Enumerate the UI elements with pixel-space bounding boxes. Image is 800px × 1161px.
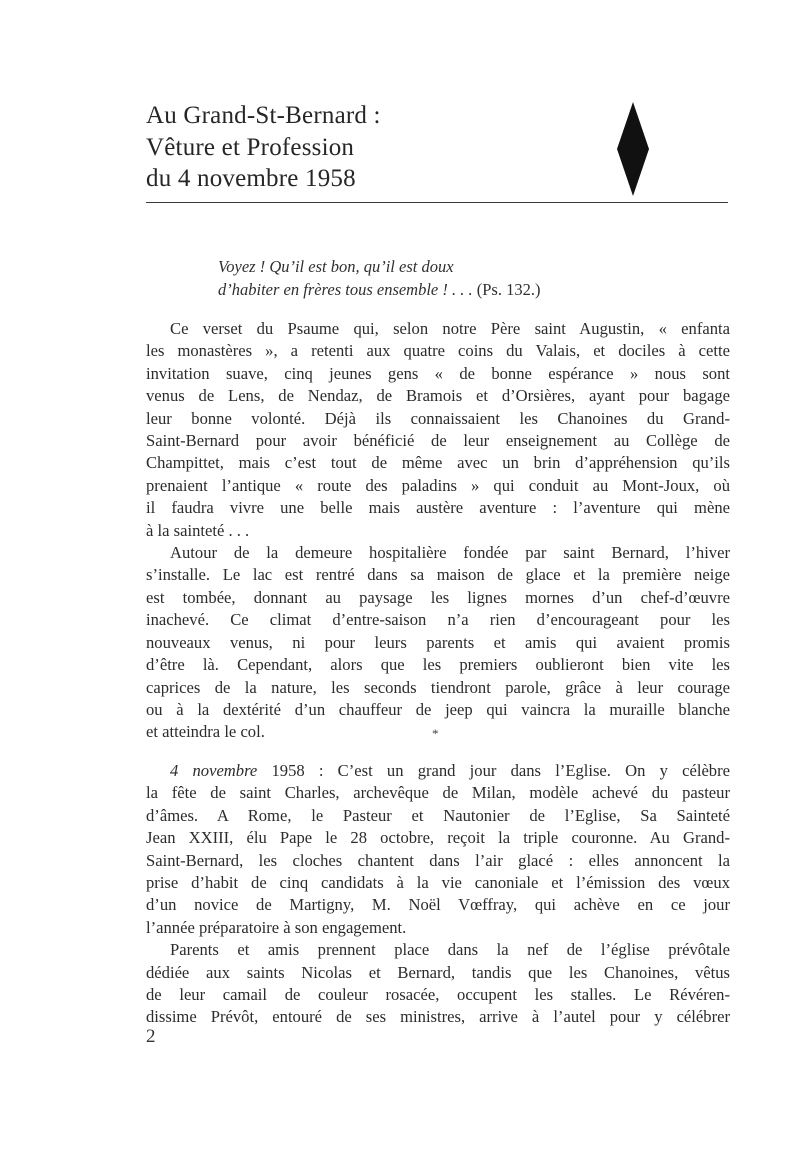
paragraph-4 [146, 939, 730, 1029]
text-line: nouveaux venus, ni pour leurs parents et amis qui avaient promis [146, 632, 730, 652]
text-line: leur bonne volonté. Déjà ils connaissaient les Chanoines du Grand- [146, 408, 730, 428]
text-line: ou à la dextérité d’un chauffeur de jeep qui vaincra la muraille blanche [146, 699, 730, 719]
text-line: Ce verset du Psaume qui, selon notre Père saint Augustin, « enfanta [170, 319, 730, 338]
text-line: d’âmes. A Rome, le Pasteur et Nautonier de l’Eglise, Sa Sainteté [146, 805, 730, 825]
paragraph-3 [146, 760, 730, 939]
text-line: venus de Lens, de Nendaz, de Bramois et d’Orsières, ayant pour bagage [146, 386, 730, 406]
epigraph-line-2 [218, 279, 698, 302]
text-line: la fête de saint Charles, archevêque de Milan, modèle achevé du pasteur [146, 783, 730, 803]
text-line: Saint-Bernard pour avoir bénéficié de leur enseignement au Collège de [146, 431, 730, 451]
text-line: Saint-Bernard, les cloches chantent dans l’air glacé : elles annoncent la [146, 850, 730, 870]
text-line: d’être là. Cependant, alors que les premiers oublieront bien vite les [146, 655, 730, 675]
section-separator: * [432, 726, 439, 741]
text-line: de leur camail de couleur rosacée, occupent les stalles. Le Révéren- [146, 985, 730, 1005]
text-line: Jean XXIII, élu Pape le 28 octobre, reçoit la triple couronne. Au Grand- [146, 828, 730, 848]
body-section-1 [146, 318, 730, 744]
text-line: est tombée, donnant au paysage les lignes mornes d’un chef-d’œuvre [146, 587, 730, 607]
paragraph-1 [146, 318, 730, 542]
text-line: les monastères », a retenti aux quatre coins du Valais, et dociles à cette [146, 341, 730, 361]
diamond-ornament-icon [616, 102, 650, 196]
article-title [146, 100, 586, 195]
date-lead: 4 novembre [170, 761, 258, 780]
text-line: inachevé. Ce climat d’entre-saison n’a rien d’encourageant pour les [146, 610, 730, 630]
text-line: à la sainteté . . . [146, 520, 250, 540]
text-line: d’un novice de Martigny, M. Noël Vœffray, qui achève en ce jour [146, 895, 730, 915]
epigraph [218, 256, 698, 301]
body-section-2 [146, 760, 730, 1029]
text-line: prenaient l’antique « route des paladins » qui conduit au Mont-Joux, où [146, 475, 730, 495]
epigraph-line-1 [218, 256, 698, 279]
date-lead-rest: 1958 : C’est un grand jour dans l’Eglise. On y célèbre [257, 761, 730, 780]
text-line: il faudra vivre une belle mais austère aventure : l’aventure qui mène [146, 498, 730, 518]
epigraph-quote-2: d’habiter en frères tous ensemble ! . . . [218, 279, 473, 299]
epigraph-quote-1: Voyez ! Qu’il est bon, qu’il est doux [218, 257, 454, 276]
text-line: Autour de la demeure hospitalière fondée par saint Bernard, l’hiver [170, 543, 730, 563]
text-line: dissime Prévôt, entouré de ses ministres, arrive à l’autel pour y célébrer [146, 1007, 730, 1027]
title-divider [146, 202, 728, 203]
paragraph-2 [146, 542, 730, 744]
epigraph-reference: (Ps. 132.) [476, 279, 541, 299]
page-number: 2 [146, 1026, 156, 1047]
title-line-3: du 4 novembre 1958 [146, 165, 356, 192]
text-line: invitation suave, cinq jeunes gens « de bonne espérance » nous sont [146, 363, 730, 383]
text-line: l’année préparatoire à son engagement. [146, 917, 407, 937]
text-line: et atteindra le col. [146, 722, 265, 742]
text-line: dédiée aux saints Nicolas et Bernard, tandis que les Chanoines, vêtus [146, 962, 730, 982]
text-line [146, 760, 730, 782]
title-line-1: Au Grand-St-Bernard : [146, 102, 381, 129]
text-line: Parents et amis prennent place dans la nef de l’église prévôtale [170, 940, 730, 960]
text-line: s’installe. Le lac est rentré dans sa maison de glace et la première neige [146, 565, 730, 585]
text-line: Champittet, mais c’est tout de même avec un brin d’appréhension qu’ils [146, 453, 730, 473]
text-line: prise d’habit de cinq candidats à la vie canoniale et l’émission des vœux [146, 873, 730, 893]
title-line-2: Vêture et Profession [146, 133, 355, 161]
text-line: caprices de la nature, les seconds tiendront parole, grâce à leur courage [146, 677, 730, 697]
